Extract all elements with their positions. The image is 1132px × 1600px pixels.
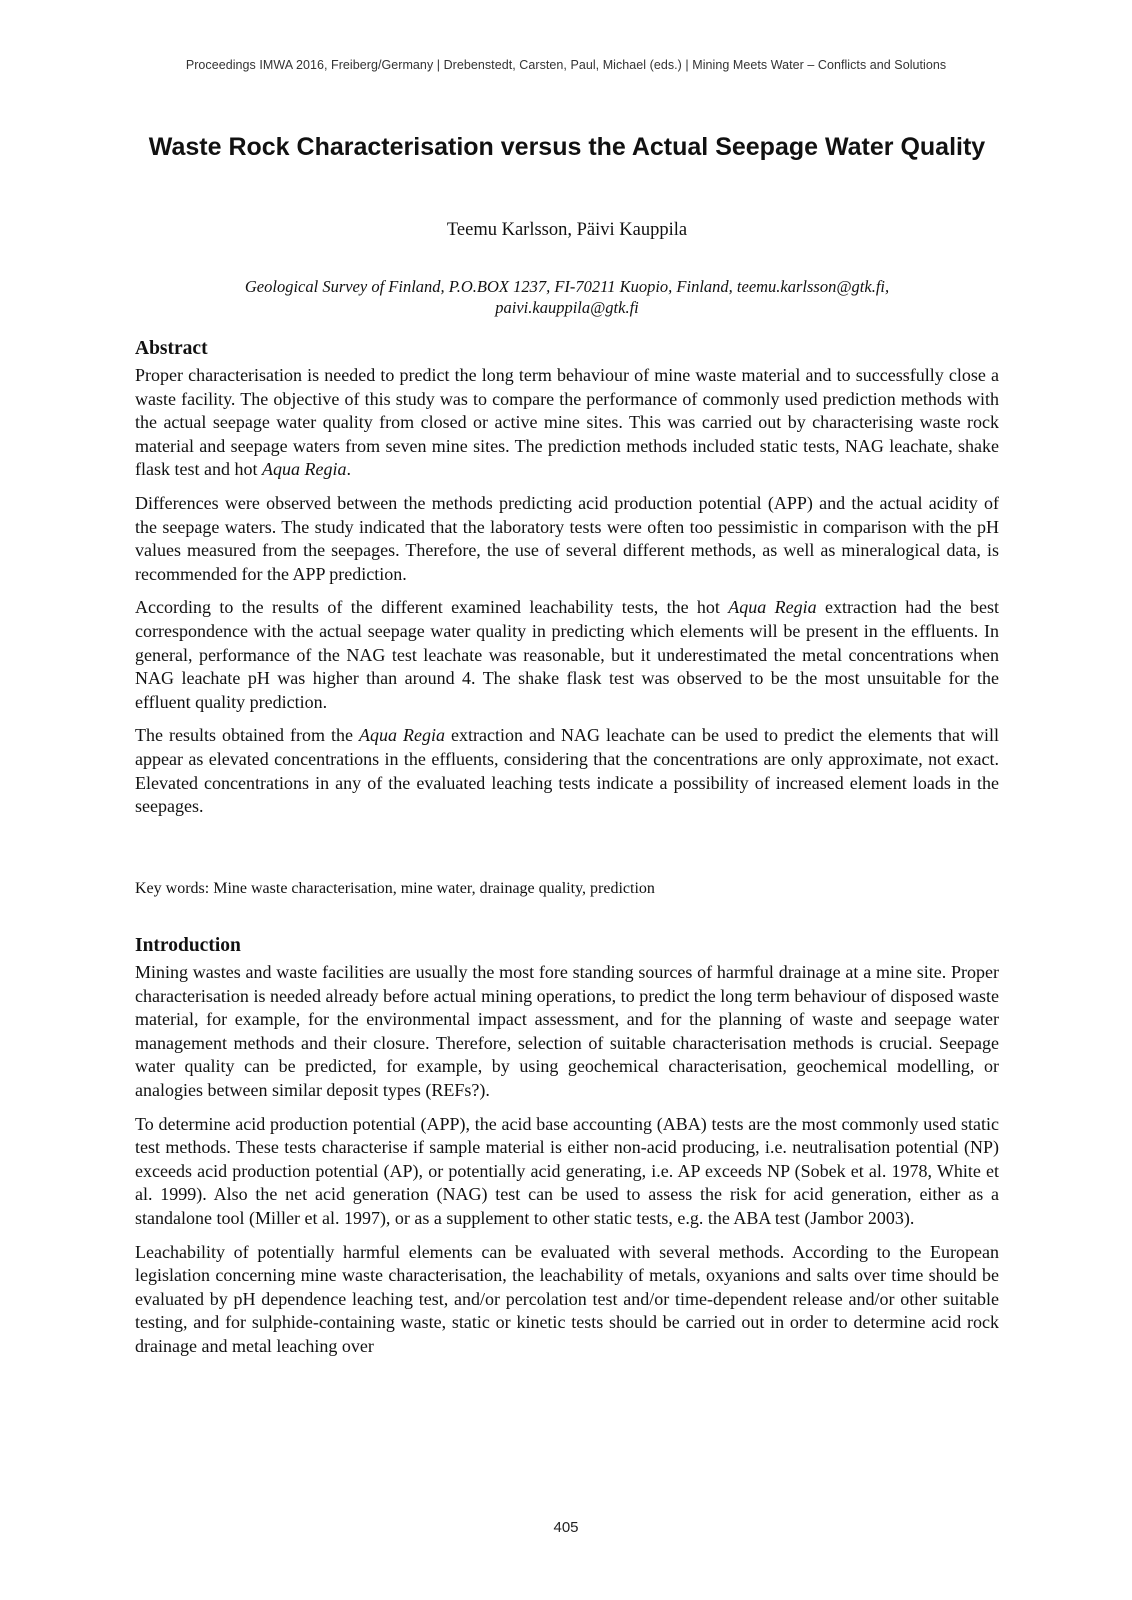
abstract-paragraph-3: According to the results of the different examined leachability tests, the hot Aqua Regia extraction had the best correspondence with the actual seepage water quality in predicting which elements will be present in the effluents. In general, performance of the NAG test leachate was reasonable, but it underestimated the metal concentrations when NAG leachate pH was higher than around 4. The shake flask test was observed to be the most unsuitable for the effluent quality prediction. — [135, 597, 999, 712]
authors: Teemu Karlsson, Päivi Kauppila — [446, 220, 688, 240]
page-number: 405 — [553, 1519, 579, 1536]
keywords: Key words: Mine waste characterisation, mine water, drainage quality, prediction — [135, 880, 655, 897]
abstract-section — [135, 337, 999, 819]
abstract-heading: Abstract — [135, 338, 208, 359]
affiliation — [135, 276, 999, 318]
introduction-section — [135, 934, 999, 1359]
abstract-paragraph-2: Differences were observed between the methods predicting acid production potential (APP) and the actual acidity of the seepage waters. The study indicated that the laboratory tests were often too pessimistic in comparison with the pH values measured from the seepages. Therefore, the use of several different methods, as well as mineralogical data, is recommended for the APP prediction. — [135, 492, 999, 584]
running-header: Proceedings IMWA 2016, Freiberg/Germany | Drebenstedt, Carsten, Paul, Michael (eds.) | Mining Meets Water – Conflicts and Solutions — [185, 58, 947, 72]
affiliation-line-1: Geological Survey of Finland, P.O.BOX 1237, FI-70211 Kuopio, Finland, teemu.karlsson@gtk.fi, — [244, 277, 890, 296]
introduction-paragraph-1: Mining wastes and waste facilities are usually the most fore standing sources of harmful drainage at a mine site. Proper characterisation is needed already before actual mining operations, to predict the long term behaviour of disposed waste material, for example, for the environmental impact assessment, and for the planning of waste and seepage water management methods and their closure. Therefore, selection of suitable characterisation methods is crucial. Seepage water quality can be predicted, for example, by using geochemical characterisation, geochemical modelling, or analogies between similar deposit types (REFs?). — [135, 962, 999, 1100]
introduction-paragraph-3: Leachability of potentially harmful elements can be evaluated with several methods. According to the European legislation concerning mine waste characterisation, the leachability of metals, oxyanions and salts over time should be evaluated by pH dependence leaching test, and/or percolation test and/or time-dependent release and/or other suitable testing, and for sulphide-containing waste, static or kinetic tests should be carried out in order to determine acid rock drainage and metal leaching over — [135, 1241, 999, 1356]
introduction-paragraph-2: To determine acid production potential (APP), the acid base accounting (ABA) tests are the most commonly used static test methods. These tests characterise if sample material is either non-acid producing, i.e. neutralisation potential (NP) exceeds acid production potential (AP), or potentially acid generating, i.e. AP exceeds NP (Sobek et al. 1978, White et al. 1999). Also the net acid generation (NAG) test can be used to assess the risk for acid generation, either as a standalone tool (Miller et al. 1997), or as a supplement to other static tests, e.g. the ABA test (Jambor 2003). — [135, 1113, 999, 1228]
abstract-paragraph-1: Proper characterisation is needed to predict the long term behaviour of mine waste material and to successfully close a waste facility. The objective of this study was to compare the performance of commonly used prediction methods with the actual seepage water quality from closed or active mine sites. This was carried out by characterising waste rock material and seepage waters from seven mine sites. The prediction methods included static tests, NAG leachate, shake flask test and hot Aqua Regia. — [135, 365, 999, 480]
abstract-paragraph-4: The results obtained from the Aqua Regia extraction and NAG leachate can be used to predict the elements that will appear as elevated concentrations in the effluents, considering that the concentrations are only approximate, not exact. Elevated concentrations in any of the evaluated leaching tests indicate a possibility of increased element loads in the seepages. — [135, 725, 999, 817]
paper-title: Waste Rock Characterisation versus the Actual Seepage Water Quality — [148, 133, 986, 161]
affiliation-line-2: paivi.kauppila@gtk.fi — [495, 298, 639, 317]
introduction-heading: Introduction — [135, 935, 241, 956]
